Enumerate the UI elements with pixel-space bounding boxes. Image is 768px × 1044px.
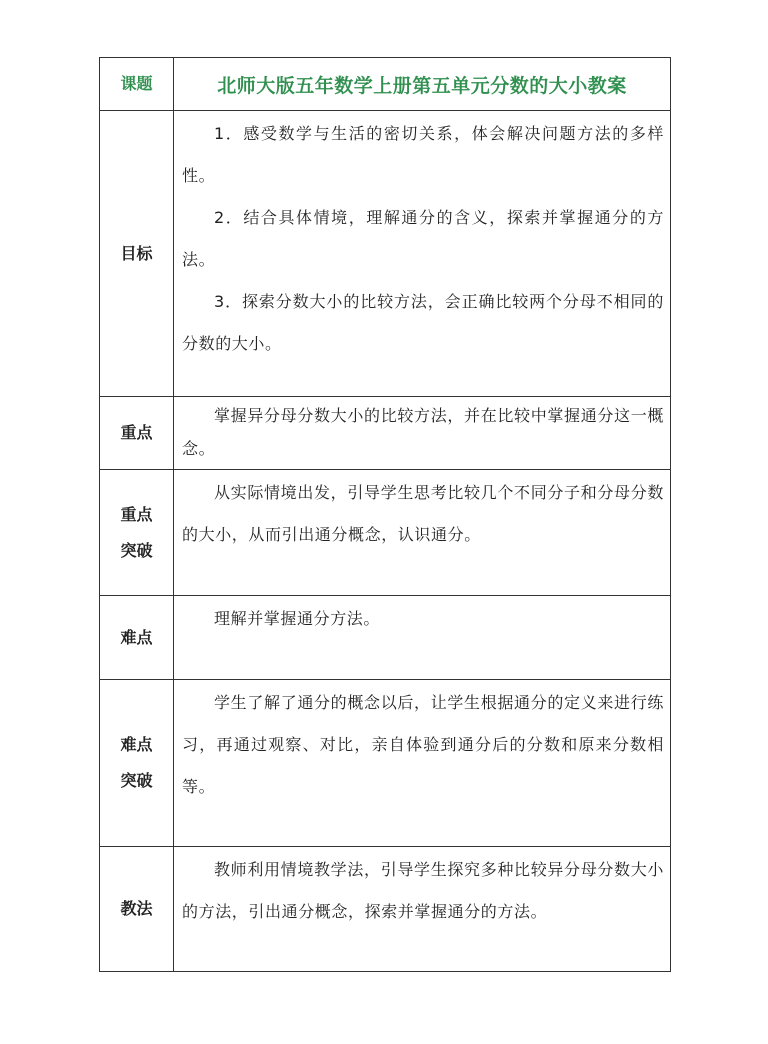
- key-breakthrough-text: 从实际情境出发，引导学生思考比较几个不同分子和分母分数的大小，从而引出通分概念，认识通分。: [182, 483, 664, 544]
- difficulty-row: [100, 596, 671, 680]
- key-breakthrough-row: [100, 470, 671, 596]
- difficulty-breakthrough-row: [100, 680, 671, 847]
- objectives-row: [100, 111, 671, 397]
- teaching-method-row: [100, 847, 671, 972]
- teaching-method-text: 教师利用情境教学法，引导学生探究多种比较异分母分数大小的方法，引出通分概念，探索并掌握通分的方法。: [182, 860, 664, 921]
- difficulty-breakthrough-label: [100, 680, 174, 847]
- difficulty-breakthrough-content: [174, 680, 671, 847]
- difficulty-text: 理解并掌握通分方法。: [214, 609, 381, 628]
- key-breakthrough-content: [174, 470, 671, 596]
- lesson-plan-table: [99, 57, 671, 972]
- key-point-text: 掌握异分母分数大小的比较方法，并在比较中掌握通分这一概念。: [182, 406, 664, 458]
- key-breakthrough-label: [100, 470, 174, 596]
- objectives-label: 目标: [100, 111, 174, 397]
- subject-label: 课题: [100, 58, 174, 111]
- difficulty-breakthrough-label-line1: 难点: [120, 735, 153, 754]
- key-point-content: [174, 397, 671, 470]
- difficulty-breakthrough-label-line2: 突破: [120, 771, 153, 790]
- title-row: [100, 58, 671, 111]
- key-point-row: [100, 397, 671, 470]
- objective-item: 2．结合具体情境，理解通分的含义，探索并掌握通分的方法。: [182, 208, 664, 269]
- difficulty-label: 难点: [100, 596, 174, 680]
- teaching-method-content: [174, 847, 671, 972]
- objective-item: 3．探索分数大小的比较方法，会正确比较两个分母不相同的分数的大小。: [182, 292, 664, 353]
- key-breakthrough-label-line1: 重点: [120, 504, 153, 524]
- teaching-method-label: 教法: [100, 847, 174, 972]
- key-breakthrough-label-line2: 突破: [120, 540, 153, 560]
- lesson-title: 北师大版五年数学上册第五单元分数的大小教案: [174, 58, 671, 111]
- difficulty-content: [174, 596, 671, 680]
- objective-item: 1．感受数学与生活的密切关系，体会解决问题方法的多样性。: [182, 124, 664, 185]
- objectives-content: [174, 111, 671, 397]
- key-point-label: 重点: [100, 397, 174, 470]
- difficulty-breakthrough-text: 学生了解了通分的概念以后，让学生根据通分的定义来进行练习，再通过观察、对比，亲自体验到通分后的分数和原来分数相等。: [182, 693, 664, 796]
